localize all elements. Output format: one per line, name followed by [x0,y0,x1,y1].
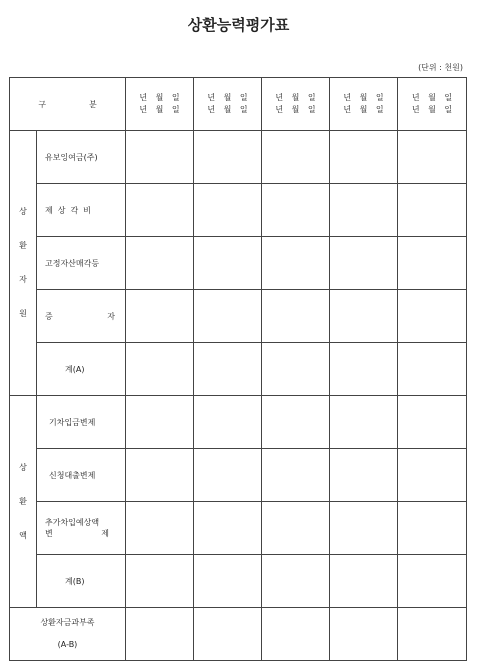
input-cell[interactable] [262,555,330,608]
group-label-char: 상 [19,462,27,472]
input-cell[interactable] [126,237,194,290]
input-cell[interactable] [262,290,330,343]
table-row [10,449,467,502]
input-cell[interactable] [398,343,467,396]
input-cell[interactable] [126,290,194,343]
date-header-2 [194,78,262,131]
date-header-5-line1: 년 월 일 [411,93,453,102]
input-cell[interactable] [398,608,467,661]
input-cell[interactable] [330,290,398,343]
input-cell[interactable] [330,343,398,396]
input-cell[interactable] [330,502,398,555]
unit-note: (단위 : 천원) [418,63,463,72]
total-label-line2: (A-B) [57,640,78,649]
input-cell[interactable] [194,555,262,608]
input-cell[interactable] [194,449,262,502]
input-cell[interactable] [126,555,194,608]
input-cell[interactable] [126,449,194,502]
input-cell[interactable] [194,502,262,555]
input-cell[interactable] [262,502,330,555]
item-capital-increase-right: 자 [107,311,115,321]
header-gubun-2: 분 [89,99,97,109]
input-cell[interactable] [126,343,194,396]
input-cell[interactable] [262,343,330,396]
date-header-1-line1: 년 월 일 [139,93,180,102]
item-capital-increase [37,290,126,343]
input-cell[interactable] [330,449,398,502]
item-subtotal-b: 계(B) [37,555,126,608]
item-capital-increase-left: 증 [45,311,53,321]
table-row [10,396,467,449]
item-subtotal-a: 계(A) [37,343,126,396]
input-cell[interactable] [194,396,262,449]
item-depreciation: 제상각비 [37,184,126,237]
input-cell[interactable] [194,184,262,237]
header-row [10,78,467,131]
input-cell[interactable] [330,184,398,237]
input-cell[interactable] [330,237,398,290]
input-cell[interactable] [262,396,330,449]
input-cell[interactable] [126,396,194,449]
date-header-3 [262,78,330,131]
input-cell[interactable] [398,184,467,237]
date-header-4-line2: 년 월 일 [343,105,384,114]
group-label-char: 환 [19,496,27,506]
table-row [10,184,467,237]
repayment-evaluation-table [9,77,467,661]
header-gubun [10,78,126,131]
input-cell[interactable] [398,555,467,608]
date-header-3-line2: 년 월 일 [275,105,316,114]
input-cell[interactable] [194,290,262,343]
date-header-2-line2: 년 월 일 [207,105,248,114]
input-cell[interactable] [126,608,194,661]
input-cell[interactable] [126,131,194,184]
item-additional-borrowing-line1: 추가차입예상액 [45,518,100,527]
date-header-1 [126,78,194,131]
item-additional-borrowing-right: 제 [101,529,109,538]
group-label-char: 환 [19,241,27,250]
input-cell[interactable] [398,237,467,290]
input-cell[interactable] [262,608,330,661]
item-fixed-asset-sale: 고정자산매각등 [37,237,126,290]
group-label-char: 원 [19,309,27,318]
group-label-char: 액 [19,530,27,540]
table-row [10,290,467,343]
table-row [10,502,467,555]
input-cell[interactable] [194,131,262,184]
table-row [10,555,467,608]
input-cell[interactable] [194,237,262,290]
input-cell[interactable] [194,608,262,661]
input-cell[interactable] [398,131,467,184]
total-label-line1: 상환자금과부족 [40,618,95,627]
table-row [10,343,467,396]
input-cell[interactable] [262,449,330,502]
group-label-resources [10,131,37,396]
date-header-1-line2: 년 월 일 [139,105,180,114]
document-title: 상환능력평가표 [187,16,290,34]
input-cell[interactable] [330,555,398,608]
input-cell[interactable] [194,343,262,396]
table-row-total [10,608,467,661]
input-cell[interactable] [262,131,330,184]
item-applied-loan-repayment: 신청대출변제 [37,449,126,502]
date-header-3-line1: 년 월 일 [275,93,316,102]
item-existing-loan-repayment: 기차입금변제 [37,396,126,449]
input-cell[interactable] [126,502,194,555]
input-cell[interactable] [262,184,330,237]
header-gubun-1: 구 [38,99,46,109]
date-header-5 [398,78,467,131]
table-row [10,131,467,184]
item-additional-borrowing [37,502,126,555]
total-label [10,608,126,661]
input-cell[interactable] [398,502,467,555]
input-cell[interactable] [398,449,467,502]
date-header-5-line2: 년 월 일 [411,105,453,114]
date-header-4-line1: 년 월 일 [343,93,384,102]
item-additional-borrowing-left: 변 [45,529,53,538]
date-header-4 [330,78,398,131]
input-cell[interactable] [330,396,398,449]
date-header-2-line1: 년 월 일 [207,93,248,102]
input-cell[interactable] [330,131,398,184]
group-label-char: 상 [19,207,27,216]
item-retained-earnings: 유보잉여금(주) [37,131,126,184]
input-cell[interactable] [126,184,194,237]
input-cell[interactable] [398,396,467,449]
input-cell[interactable] [330,608,398,661]
input-cell[interactable] [262,237,330,290]
group-label-repayment [10,396,37,608]
input-cell[interactable] [398,290,467,343]
group-label-char: 자 [19,275,27,284]
table-row [10,237,467,290]
